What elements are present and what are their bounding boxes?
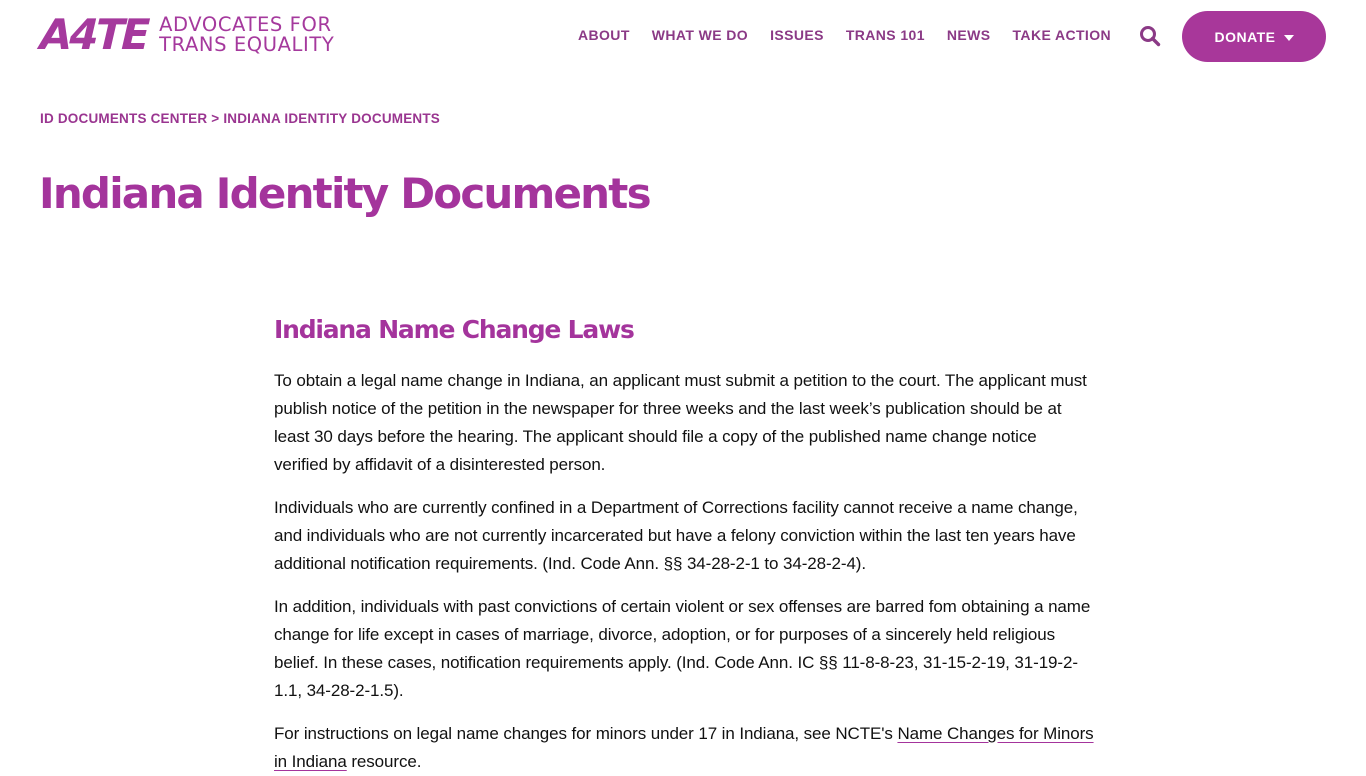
paragraph-4-text: For instructions on legal name changes for minors under 17 in Indiana, see NCTE's — [274, 724, 898, 743]
paragraph-4-tail: resource. — [346, 752, 422, 771]
paragraph-3: In addition, individuals with past convictions of certain violent or sex offenses are barred fom obtaining a name change for life except in cases of marriage, divorce, adoption, or for purposes of a sincerely held religious belief. In these cases, notification requirements apply. (Ind. Code Ann. IC §§ 11-8-8-23, 31-15-2-19, 31-19-2-1.1, 34-28-2-1.5). — [274, 597, 1091, 700]
caret-down-icon — [1284, 35, 1294, 41]
breadcrumb-parent[interactable]: ID DOCUMENTS CENTER — [40, 111, 208, 126]
nav-issues[interactable]: ISSUES — [770, 27, 824, 43]
logo[interactable] — [39, 10, 335, 59]
minors-name-change-link[interactable]: Name Changes for Minors in Indiana — [274, 724, 1094, 771]
nav-about[interactable]: ABOUT — [578, 27, 630, 43]
search-icon[interactable] — [1139, 25, 1161, 47]
paragraph-1: To obtain a legal name change in Indiana, an applicant must submit a petition to the court. The applicant must publish notice of the petition in the newspaper for three weeks and the last week’s publication should be at least 30 days before the hearing. The applicant should file a copy of the published name change notice verified by affidavit of a disinterested person. — [274, 371, 1087, 474]
main-nav — [578, 26, 1133, 44]
logo-line-2: TRANS EQUALITY — [159, 33, 335, 56]
article-content — [274, 312, 1094, 771]
section-heading: Indiana Name Change Laws — [274, 315, 634, 344]
donate-label: DONATE — [1214, 28, 1276, 45]
nav-what-we-do[interactable]: WHAT WE DO — [651, 27, 749, 43]
logo-wordmark — [159, 15, 334, 55]
logo-line-1: ADVOCATES FOR — [159, 13, 332, 36]
breadcrumb-current: INDIANA IDENTITY DOCUMENTS — [223, 111, 441, 126]
page-title: Indiana Identity Documents — [39, 169, 650, 218]
paragraph-2: Individuals who are currently confined in a Department of Corrections facility cannot receive a name change, and individuals who are not currently incarcerated but have a felony conviction within the last ten years have additional notification requirements. (Ind. Code Ann. §§ 34-28-2-1 to 34-28-2-4). — [274, 498, 1078, 573]
breadcrumb — [40, 111, 440, 126]
site-header — [0, 0, 1366, 72]
donate-button[interactable] — [1182, 11, 1326, 62]
nav-trans-101[interactable]: TRANS 101 — [845, 27, 925, 43]
breadcrumb-separator: > — [211, 111, 220, 126]
nav-news[interactable]: NEWS — [946, 27, 991, 43]
nav-take-action[interactable]: TAKE ACTION — [1012, 27, 1112, 43]
logo-mark: A4TE — [39, 10, 148, 59]
